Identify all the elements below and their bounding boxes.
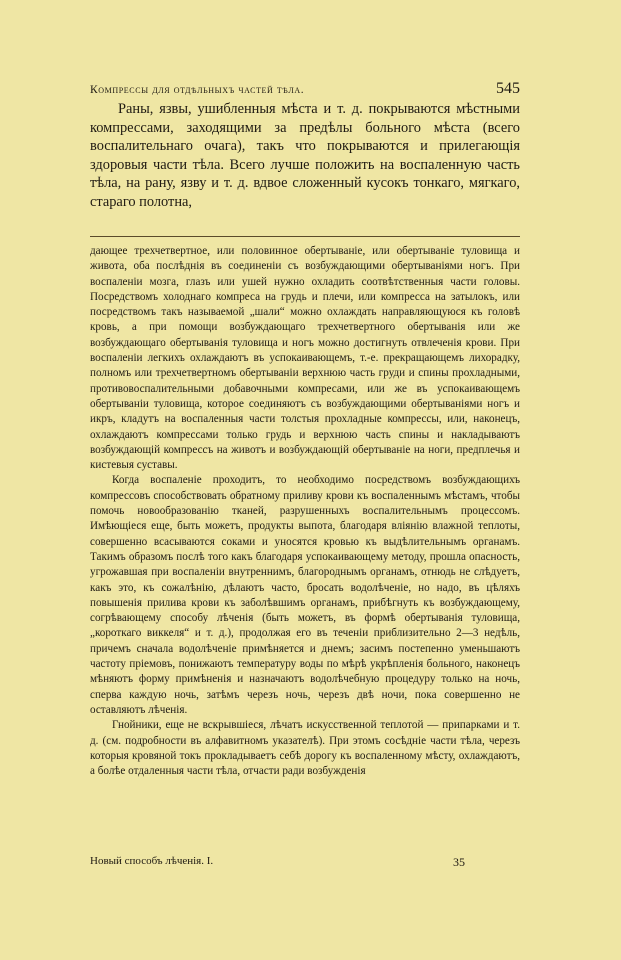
body-paragraph: Когда воспаленіе проходитъ, то необходимо посредствомъ возбуждающихъ компрессовъ способствовать обратному приливу крови къ воспаленнымъ мѣстамъ, чтобы помочь новообразованію тканей, разрушенныхъ воспалительнымъ процессомъ. Имѣющіеся еще, быть можетъ, продукты выпота, благодаря вліянію влажной теплоты, совершенно всасываются соками и уносятся кровью къ выдѣлительнымъ органамъ. Такимъ образомъ послѣ того какъ благодаря успокаивающему методу, прошла опасность, угрожавшая при воспаленіи внутреннимъ, благороднымъ органамъ, отнюдь не слѣдуетъ, какъ это, къ сожалѣнію, дѣлаютъ часто, бросать водолѣченіе, но надо, въ цѣляхъ повышенія прилива крови къ заболѣвшимъ органамъ, прибѣгнуть къ возбуждающему, согрѣвающему способу лѣченія (быть можетъ, въ формѣ обертыванія туловища, „короткаго виккеля“ и т. д.), продолжая его въ теченіи приблизительно 2—3 недѣль, причемъ сначала водолѣченіе примѣняется и днемъ; засимъ постепенно уменьшаютъ частоту пріемовъ, понижаютъ температуру воды по мѣрѣ укрѣпленія больного, наконецъ мѣняютъ форму примѣненія и назначаютъ водолѣчебную процедуру только на ночь, сперва каждую ночь, затѣмъ черезъ ночь, черезъ двѣ ночи, пока совершенно не оставляютъ лѣченія. xyxy=(90,474,520,716)
running-head: Компрессы для отдѣльныхъ частей тѣла. xyxy=(90,84,305,96)
lead-paragraph: Раны, язвы, ушибленныя мѣста и т. д. покрываются мѣстными компрессами, заходящими за предѣлы больного мѣста (всего воспалительнаго очага), такъ что покрываются и прилегающія здоровыя части тѣла. Всего лучше положить на воспаленную часть тѣла, на рану, язву и т. д. вдвое сложенный кусокъ тонкаго, мягкаго, стараго полотна, xyxy=(90,101,520,210)
page-header xyxy=(90,80,520,98)
body-paragraph: Гнойники, еще не вскрывшіеся, лѣчатъ искусственной теплотой — припарками и т. д. (см. подробности въ алфавитномъ указателѣ). При этомъ сосѣдніе части тѣла, черезъ которыя кровяной токъ прокладываетъ себѣ дорогу къ воспаленному мѣсту, охлаждаютъ, а болѣе отдаленныя части тѣла, отчасти ради возбужденія xyxy=(90,719,520,778)
page-number: 545 xyxy=(496,80,520,97)
body-paragraph: дающее трехчетвертное, или половинное обертываніе, или обертываніе туловища и живота, оба послѣднія въ соединеніи съ возбуждающими обертываніями ногъ. При воспаленіи мозга, глазъ или ушей нужно охладить соотвѣтственныя части головы. Посредствомъ холоднаго компреса на грудь и плечи, или компресса на затылокъ, или посредствомъ такъ называемой „шали“ можно охлаждать направляющуюся къ головѣ кровь, а при помощи возбуждающаго трехчетвертного обертыванія или же возбуждающаго обертыванія туловища и ногъ можно достигнуть отвлеченія крови. При воспаленіи легкихъ охлаждаютъ въ успокаивающемъ, т.-е. прекращающемъ лихорадку, полномъ или трехчетвертномъ обертываніи верхнюю часть груди и спины прохладными, противовоспалительными добавочными компресами, или же въ успокаивающемъ обертываніи туловища, которое соединяютъ съ возбуждающими обертываніями ногъ и икръ, кладутъ на воспаленныя части толстыя прохладные компрессы, или, наконецъ, охлаждаютъ компрессами только грудь и верхнюю часть спины и накладываютъ возбуждающій компрессъ на животъ и возбуждающій обертываніе на ноги, предплечья и кистевыя суставы. xyxy=(90,245,520,472)
page-footer xyxy=(90,855,520,870)
lead-text xyxy=(90,100,520,211)
signature-text: Новый способъ лѣченія. I. xyxy=(90,855,214,867)
signature-number: 35 xyxy=(453,855,465,869)
footnote-divider xyxy=(90,236,520,237)
footnote-text xyxy=(90,244,520,779)
